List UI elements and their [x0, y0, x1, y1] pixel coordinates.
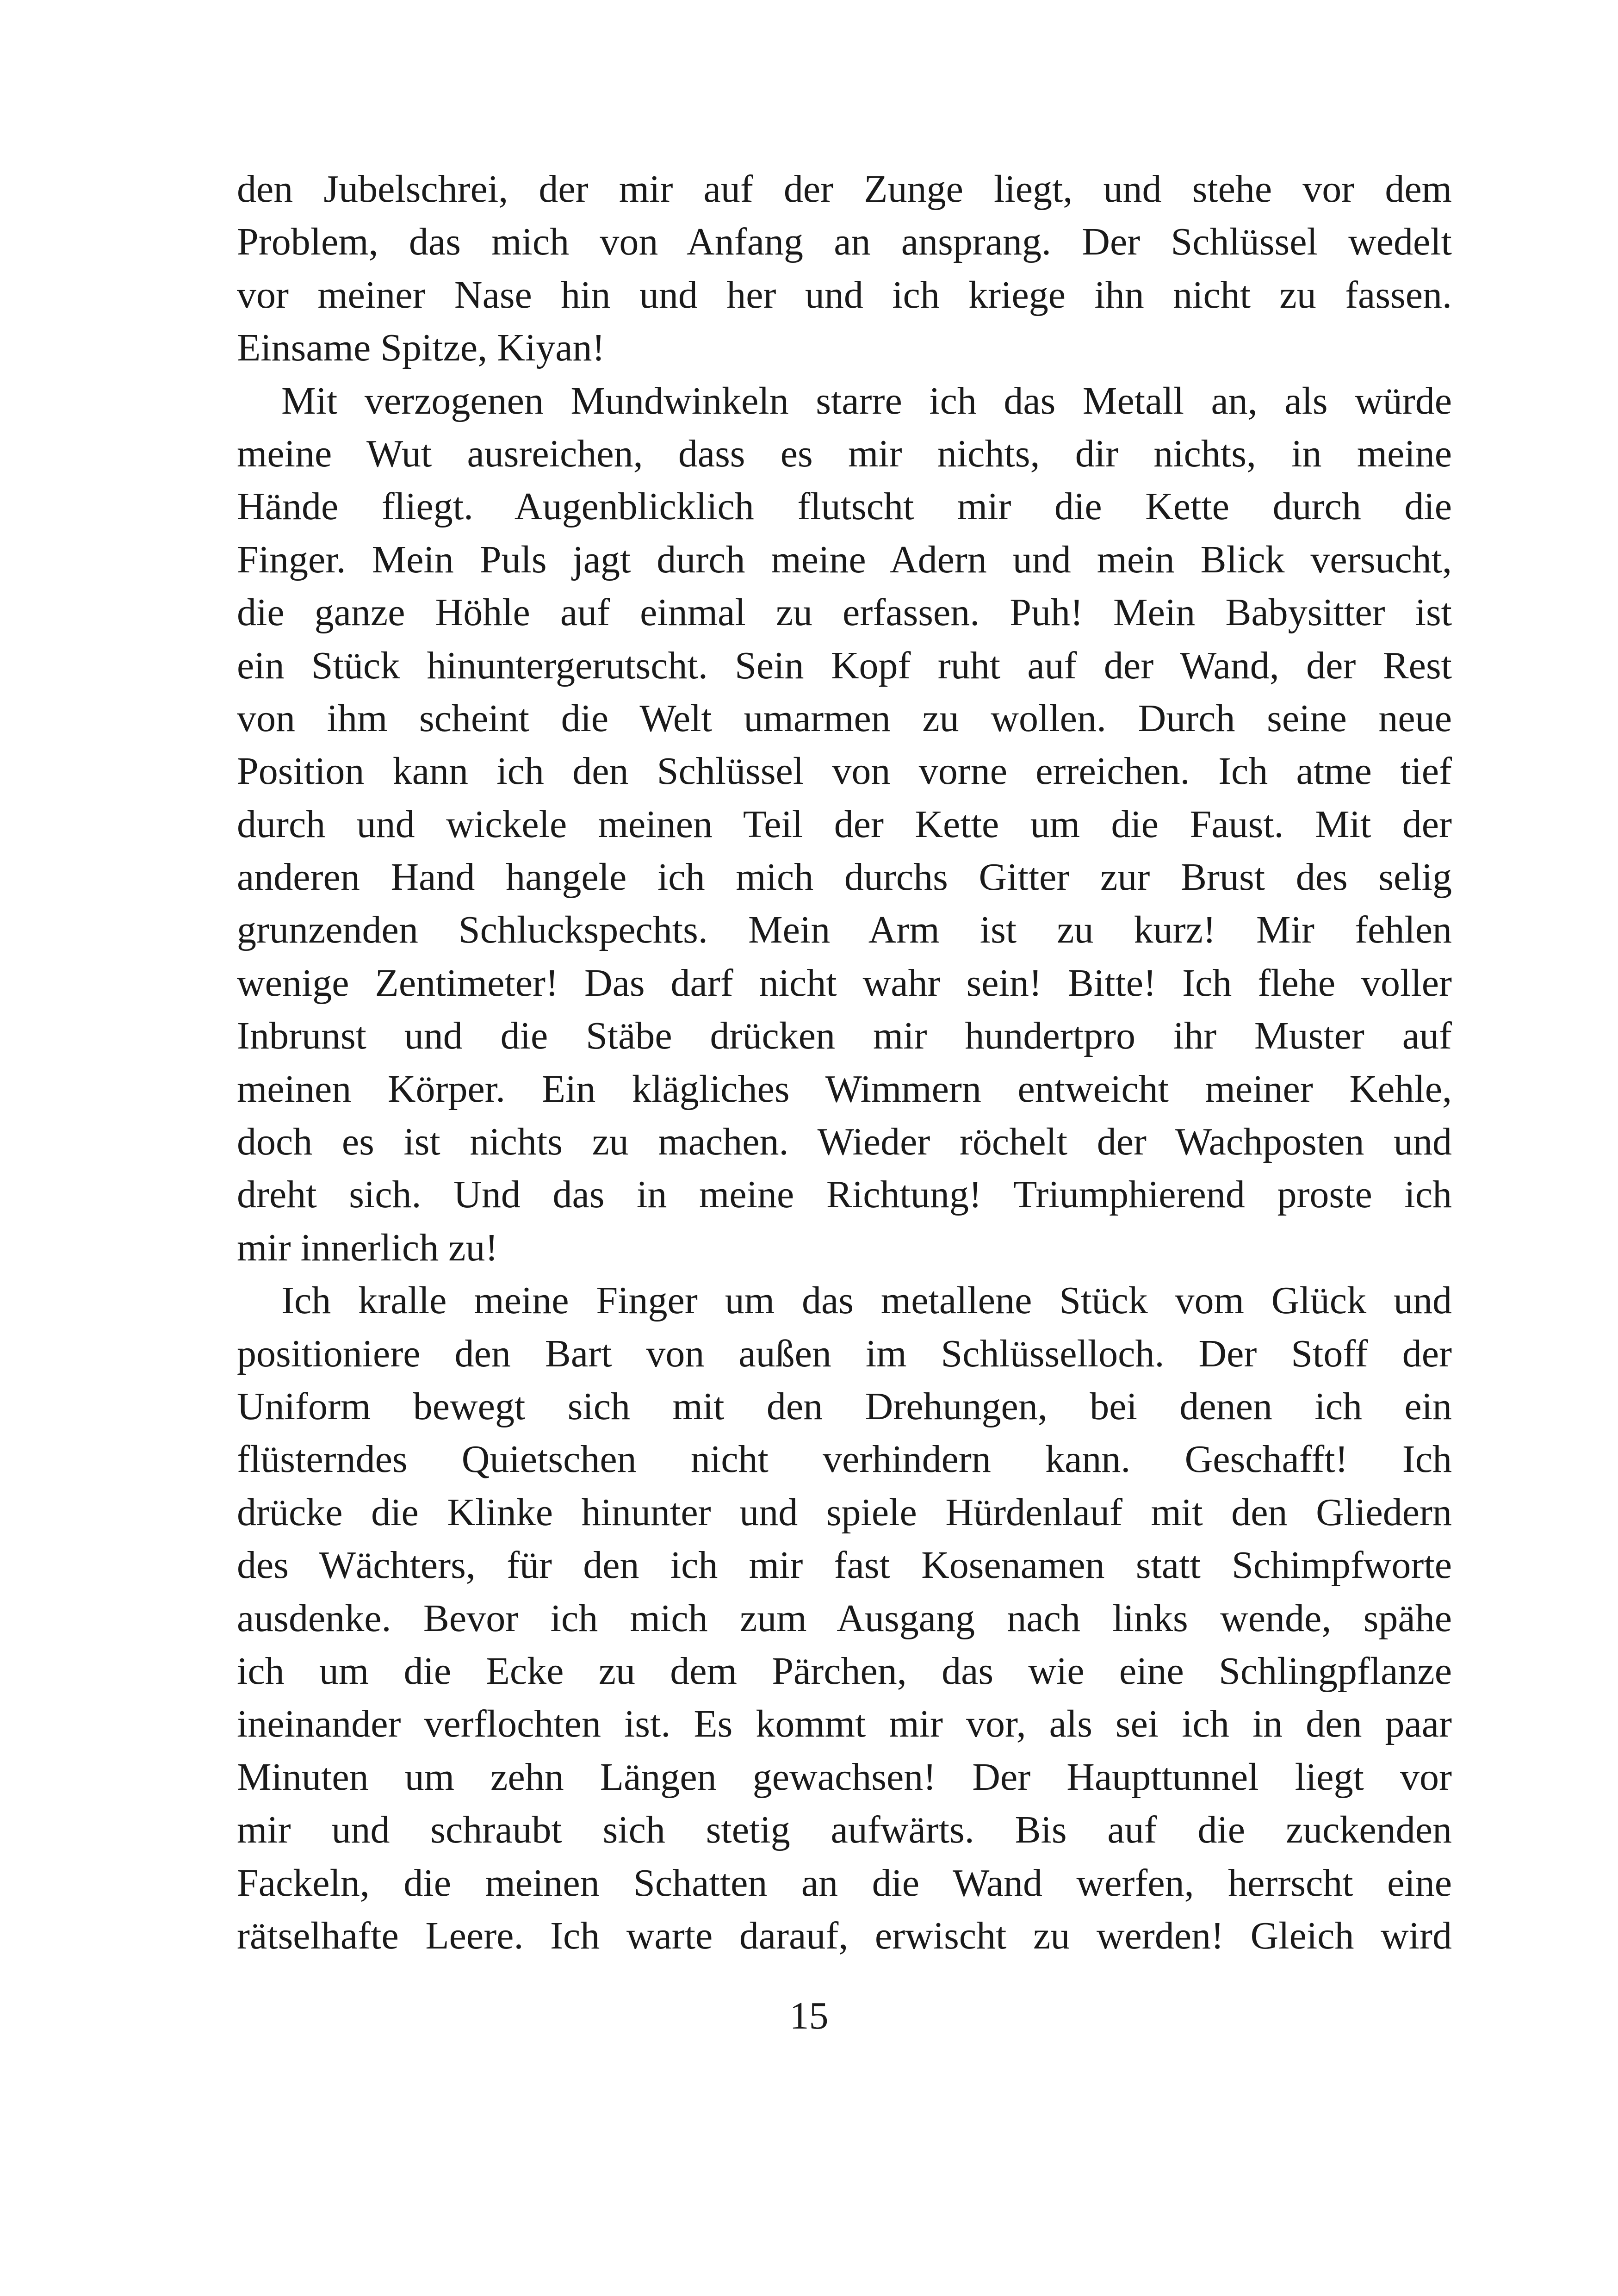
text-line: Inbrunst und die Stäbe drücken mir hundertpro ihr Muster auf — [237, 1014, 1452, 1058]
text-line: drücke die Klinke hinunter und spiele Hürdenlauf mit den Gliedern — [237, 1490, 1452, 1534]
text-line: meine Wut ausreichen, dass es mir nichts, dir nichts, in meine — [237, 432, 1452, 475]
text-line: Finger. Mein Puls jagt durch meine Adern und mein Blick versucht, — [237, 538, 1452, 581]
text-line: Position kann ich den Schlüssel von vorne erreichen. Ich atme tief — [237, 750, 1452, 793]
text-line: vor meiner Nase hin und her und ich kriege ihn nicht zu fassen. — [237, 273, 1452, 316]
paragraph — [237, 1274, 1452, 1962]
text-line: ausdenke. Bevor ich mich zum Ausgang nach links wende, spähe — [237, 1596, 1452, 1640]
text-line: ineinander verflochten ist. Es kommt mir vor, als sei ich in den paar — [237, 1702, 1452, 1746]
text-line: durch und wickele meinen Teil der Kette um die Faust. Mit der — [237, 802, 1452, 846]
text-line: grunzenden Schluckspechts. Mein Arm ist zu kurz! Mir fehlen — [237, 908, 1452, 952]
body-text — [237, 163, 1452, 1962]
text-line: rätselhafte Leere. Ich warte darauf, erwischt zu werden! Gleich wird — [237, 1914, 1452, 1957]
text-line: Uniform bewegt sich mit den Drehungen, bei denen ich ein — [237, 1384, 1452, 1428]
paragraph — [237, 375, 1452, 1275]
text-line: Mit verzogenen Mundwinkeln starre ich das Metall an, als würde — [281, 379, 1452, 422]
text-line: Hände fliegt. Augenblicklich flutscht mir die Kette durch die — [237, 485, 1452, 528]
text-line: flüsterndes Quietschen nicht verhindern kann. Geschafft! Ich — [237, 1438, 1452, 1481]
text-line: Fackeln, die meinen Schatten an die Wand werfen, herrscht eine — [237, 1861, 1452, 1905]
text-line: anderen Hand hangele ich mich durchs Gitter zur Brust des selig — [237, 856, 1452, 899]
text-line: des Wächters, für den ich mir fast Kosenamen statt Schimpfworte — [237, 1544, 1452, 1587]
text-line: die ganze Höhle auf einmal zu erfassen. Puh! Mein Babysitter ist — [237, 591, 1452, 634]
text-line: von ihm scheint die Welt umarmen zu wollen. Durch seine neue — [237, 696, 1452, 740]
text-line: meinen Körper. Ein klägliches Wimmern entweicht meiner Kehle, — [237, 1067, 1452, 1111]
text-line: wenige Zentimeter! Das darf nicht wahr sein! Bitte! Ich flehe voller — [237, 961, 1452, 1005]
text-line: mir und schraubt sich stetig aufwärts. Bis auf die zuckenden — [237, 1808, 1452, 1852]
page-number: 15 — [789, 1994, 829, 2037]
text-line: positioniere den Bart von außen im Schlüsselloch. Der Stoff der — [237, 1332, 1452, 1375]
text-line: dreht sich. Und das in meine Richtung! Triumphierend proste ich — [237, 1173, 1452, 1216]
text-line: ein Stück hinuntergerutscht. Sein Kopf ruht auf der Wand, der Rest — [237, 644, 1452, 687]
text-line: Einsame Spitze, Kiyan! — [237, 326, 605, 370]
text-line: den Jubelschrei, der mir auf der Zunge liegt, und stehe vor dem — [237, 168, 1452, 211]
text-line: doch es ist nichts zu machen. Wieder röchelt der Wachposten und — [237, 1120, 1452, 1164]
text-line: Ich kralle meine Finger um das metallene Stück vom Glück und — [281, 1279, 1452, 1322]
text-line: Problem, das mich von Anfang an ansprang. Der Schlüssel wedelt — [237, 220, 1452, 264]
text-line: Minuten um zehn Längen gewachsen! Der Haupttunnel liegt vor — [237, 1755, 1452, 1799]
text-line: mir innerlich zu! — [237, 1226, 498, 1269]
paragraph — [237, 163, 1452, 375]
text-line: ich um die Ecke zu dem Pärchen, das wie eine Schlingpflanze — [237, 1649, 1452, 1693]
